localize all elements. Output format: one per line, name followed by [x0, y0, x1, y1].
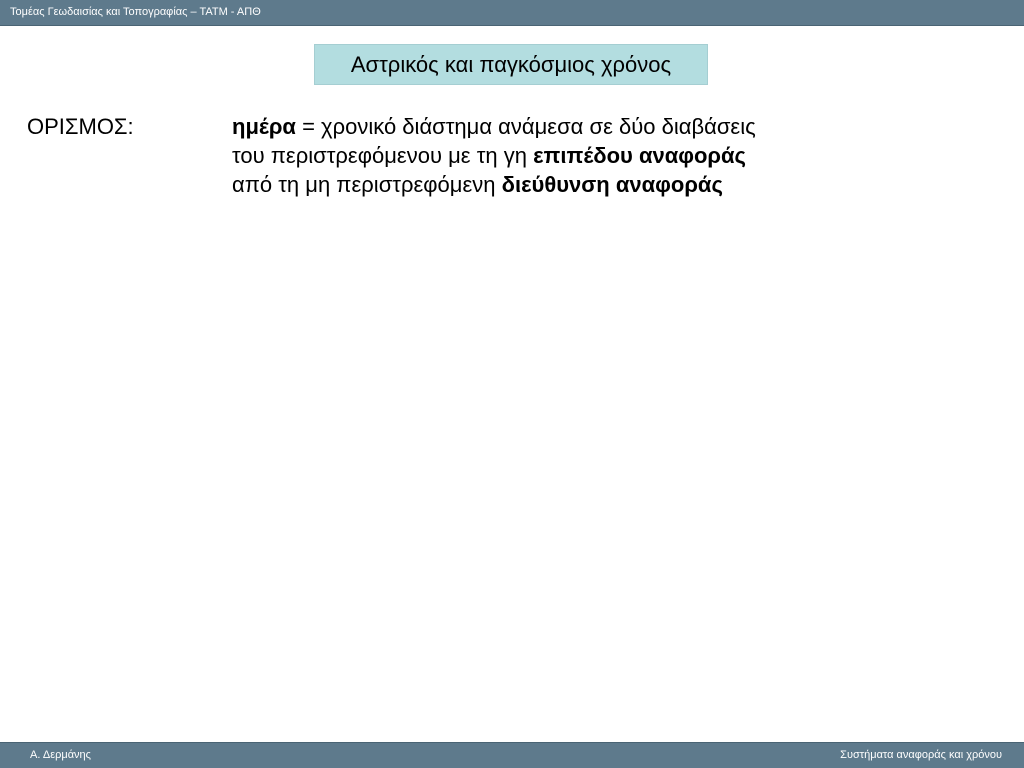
definition-line-2-text: του περιστρεφόμενου με τη γη [232, 143, 534, 168]
definition-label: ΟΡΙΣΜΟΣ: [27, 114, 134, 139]
definition-body [232, 112, 756, 199]
definition-line-1-text: = χρονικό διάστημα ανάμεσα σε δύο διαβάσεις [295, 114, 756, 139]
footer-bar [0, 742, 1024, 768]
definition-line-2 [232, 141, 756, 170]
header-text: Τομέας Γεωδαισίας και Τοπογραφίας – ΤΑΤΜ - ΑΠΘ [10, 6, 261, 18]
definition-line-2-bold: επιπέδου αναφοράς [533, 143, 746, 168]
header-bar [0, 0, 1024, 26]
definition-line-3-bold: διεύθυνση αναφοράς [501, 172, 723, 197]
definition-line-1 [232, 112, 756, 141]
definition-line-3-text: από τη μη περιστρεφόμενη [232, 172, 502, 197]
slide-title-box [314, 44, 708, 85]
footer-author: Α. Δερμάνης [30, 749, 91, 761]
footer-course-title: Συστήματα αναφοράς και χρόνου [840, 749, 1002, 761]
definition-line-3 [232, 170, 756, 199]
slide-title: Αστρικός και παγκόσμιος χρόνος [350, 51, 672, 77]
definition-term: ημέρα [232, 114, 296, 139]
